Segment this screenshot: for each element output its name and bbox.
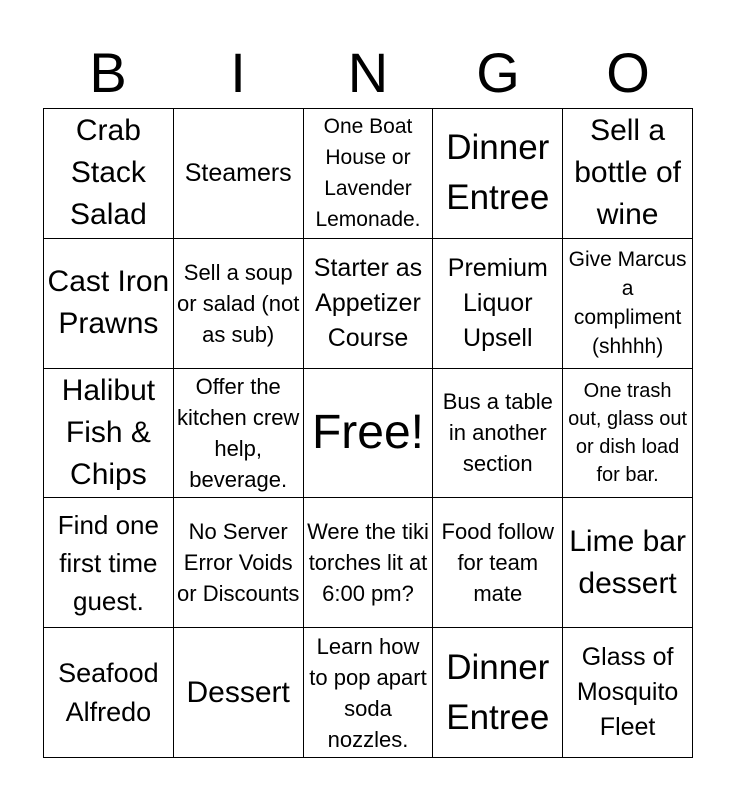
- header-letter-o: O: [606, 41, 650, 104]
- cell-text: Starter as Appetizer Course: [313, 253, 423, 352]
- bingo-cell[interactable]: [563, 109, 693, 239]
- bingo-cell[interactable]: [174, 628, 304, 758]
- bingo-cell[interactable]: [174, 498, 304, 628]
- header-letter-b: B: [89, 41, 127, 104]
- bingo-cell[interactable]: [44, 498, 174, 628]
- cell-text: Sell a bottle of wine: [574, 114, 681, 232]
- cell-text: Cast Iron Prawns: [47, 265, 170, 341]
- cell-text: Lime bar dessert: [569, 524, 686, 600]
- bingo-cell[interactable]: [433, 498, 563, 628]
- bingo-cell[interactable]: [304, 628, 434, 758]
- bingo-cell[interactable]: [563, 369, 693, 499]
- bingo-cell[interactable]: [433, 369, 563, 499]
- bingo-cell[interactable]: [563, 239, 693, 369]
- cell-text: Dessert: [186, 675, 290, 709]
- bingo-header: [43, 38, 693, 108]
- bingo-cell[interactable]: [563, 498, 693, 628]
- cell-text: Offer the kitchen crew help, beverage.: [177, 373, 300, 492]
- cell-text: Dinner Entree: [446, 128, 550, 218]
- bingo-cell[interactable]: [304, 239, 434, 369]
- bingo-cell[interactable]: [433, 628, 563, 758]
- header-letter-g: G: [476, 41, 520, 104]
- bingo-card: [43, 108, 693, 758]
- free-space-label: Free!: [311, 405, 424, 459]
- bingo-cell[interactable]: [44, 239, 174, 369]
- bingo-cell[interactable]: [304, 109, 434, 239]
- bingo-cell-free[interactable]: [304, 369, 434, 499]
- cell-text: Steamers: [184, 158, 292, 187]
- cell-text: One Boat House or Lavender Lemonade.: [315, 115, 421, 232]
- cell-text: Crab Stack Salad: [70, 114, 147, 232]
- cell-text: Glass of Mosquito Fleet: [576, 643, 679, 742]
- cell-text: Were the tiki torches lit at 6:00 pm?: [307, 519, 429, 607]
- cell-text: Food follow for team mate: [441, 519, 555, 607]
- cell-text: Give Marcus a compliment (shhhh): [568, 248, 687, 359]
- cell-text: Bus a table in another section: [442, 389, 553, 477]
- cell-text: Learn how to pop apart soda nozzles.: [309, 633, 427, 752]
- bingo-cell[interactable]: [174, 239, 304, 369]
- header-letter-i: I: [230, 41, 246, 104]
- cell-text: Dinner Entree: [446, 647, 550, 737]
- cell-text: One trash out, glass out or dish load for bar.: [568, 379, 688, 486]
- cell-text: Seafood Alfredo: [58, 657, 159, 727]
- bingo-cell[interactable]: [304, 498, 434, 628]
- bingo-cell[interactable]: [433, 239, 563, 369]
- bingo-cell[interactable]: [563, 628, 693, 758]
- cell-text: Find one first time guest.: [57, 509, 159, 616]
- cell-text: Sell a soup or salad (not as sub): [177, 259, 300, 347]
- bingo-cell[interactable]: [174, 109, 304, 239]
- bingo-cell[interactable]: [44, 109, 174, 239]
- cell-text: Halibut Fish & Chips: [61, 373, 156, 491]
- bingo-cell[interactable]: [433, 109, 563, 239]
- cell-text: Premium Liquor Upsell: [447, 253, 548, 352]
- bingo-cell[interactable]: [44, 369, 174, 499]
- bingo-cell[interactable]: [174, 369, 304, 499]
- bingo-cell[interactable]: [44, 628, 174, 758]
- cell-text: No Server Error Voids or Discounts: [177, 519, 300, 607]
- header-letter-n: N: [347, 41, 389, 104]
